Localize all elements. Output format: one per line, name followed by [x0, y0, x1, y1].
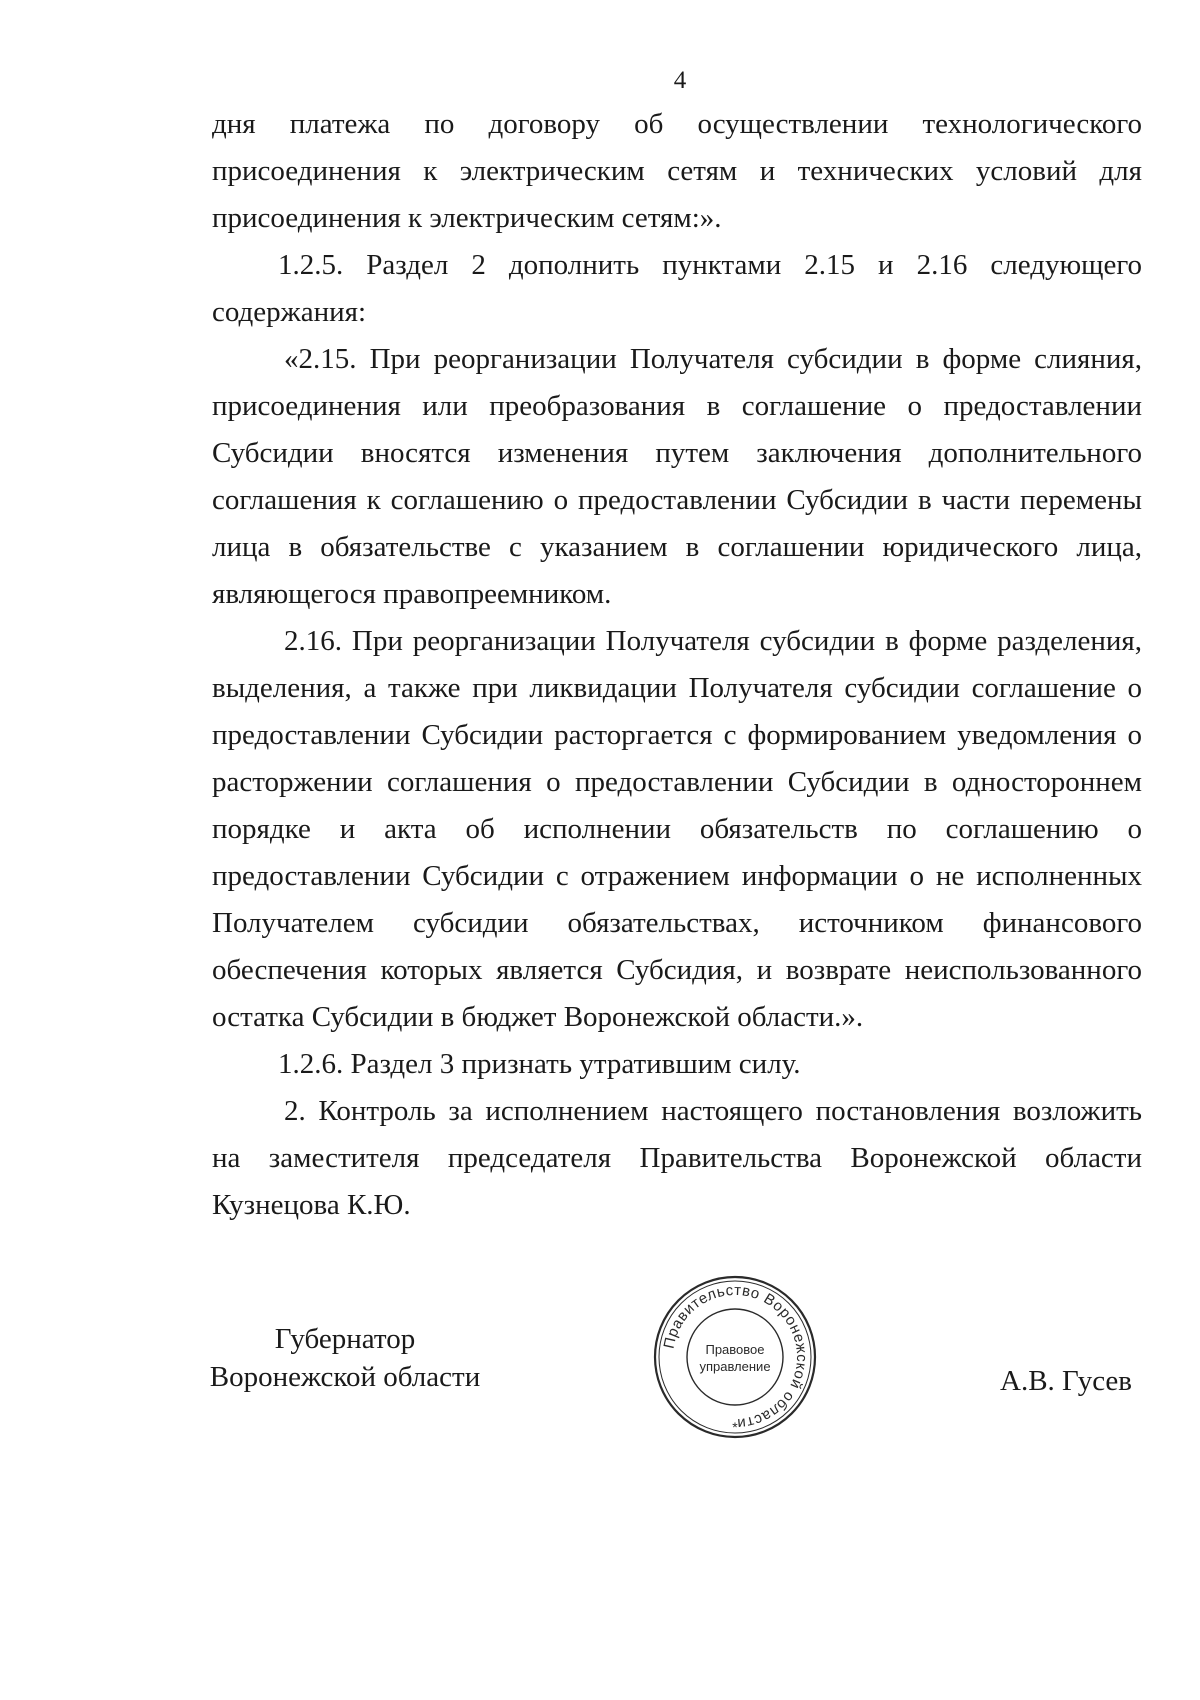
stamp-outer-text: Правительство Воронежской области [660, 1281, 811, 1433]
paragraph-2-15: «2.15. При реорганизации Получателя субсидии в форме слияния, присоединения или преобразования в соглашение о предоставлении Субсидии вносятся изменения путем заключения дополнительного соглашения к соглашению о предоставлении Субсидии в части перемены лица в обязательстве с указанием в соглашении юридического лица, являющегося правопреемником. [212, 343, 1142, 610]
signatory-title-line-1: Губернатор [274, 1323, 416, 1355]
signatory-title [200, 1320, 490, 1396]
stamp-center-line-2: управление [699, 1359, 771, 1374]
document-body [212, 101, 1142, 1229]
stamp-seal-icon [650, 1272, 820, 1442]
paragraph-continuation: дня платежа по договору об осуществлении технологического присоединения к электрическим сетям и технических условий для присоединения к электрическим сетям:». [212, 108, 1142, 234]
official-stamp [650, 1272, 820, 1442]
signatory-title-line-2: Воронежской области [209, 1361, 481, 1393]
paragraph-2-16: 2.16. При реорганизации Получателя субсидии в форме разделения, выделения, а также при ликвидации Получателя субсидии соглашение о предоставлении Субсидии расторгается с формированием уведомления о расторжении соглашения о предоставлении Субсидии в одностороннем порядке и акта об исполнении обязательств по соглашению о предоставлении Субсидии с отражением информации о не исполненных Получателем субсидии обязательствах, источником финансового обеспечения которых является Субсидия, и возврате неиспользованного остатка Субсидии в бюджет Воронежской области.». [212, 625, 1142, 1033]
signatory-name: А.В. Гусев [1000, 1365, 1132, 1397]
paragraph-2-control: 2. Контроль за исполнением настоящего постановления возложить на заместителя председателя Правительства Воронежской области Кузнецова К.Ю. [212, 1095, 1142, 1221]
stamp-star: * [732, 1419, 738, 1435]
stamp-center-line-1: Правовое [705, 1342, 765, 1357]
page-number: 4 [673, 67, 687, 94]
paragraph-1-2-6: 1.2.6. Раздел 3 признать утратившим силу. [278, 1048, 801, 1080]
paragraph-1-2-5: 1.2.5. Раздел 2 дополнить пунктами 2.15 и 2.16 следующего содержания: [212, 249, 1142, 328]
